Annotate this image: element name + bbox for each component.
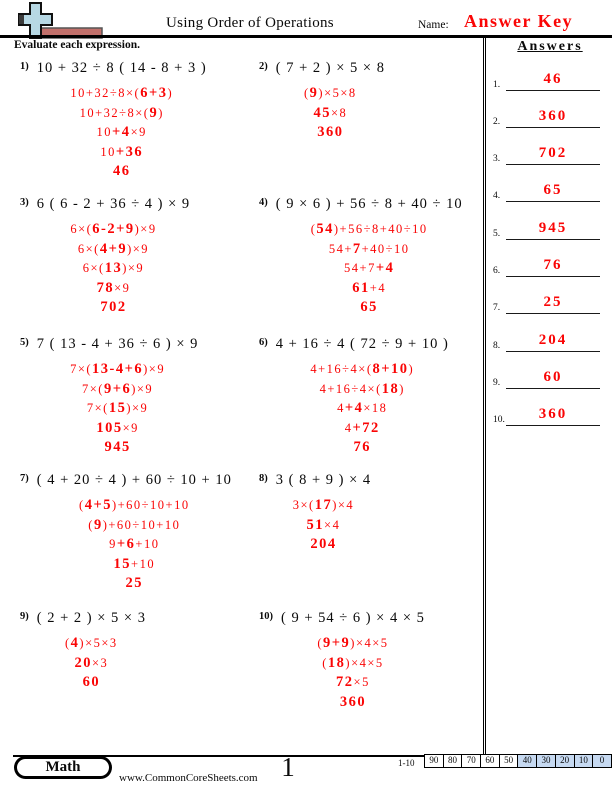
answer-entry-10 xyxy=(490,389,608,426)
solution-step xyxy=(281,693,425,713)
step-bold-part: 4+9 xyxy=(99,240,128,257)
step-part: ) xyxy=(167,86,174,100)
step-part: ×5 xyxy=(353,675,370,689)
name-label: Name: xyxy=(418,19,449,31)
answer-value: 204 xyxy=(538,331,568,348)
problem-number: 3) xyxy=(20,197,29,208)
answer-number: 9. xyxy=(493,377,501,388)
answers-divider-double-line xyxy=(483,37,486,755)
answer-number: 2. xyxy=(493,116,501,127)
problem-body xyxy=(276,60,385,143)
solution-step xyxy=(37,380,199,400)
answer-value: 46 xyxy=(543,70,563,87)
score-box-30: 30 xyxy=(536,754,556,768)
step-bold-part: 72 xyxy=(336,674,354,690)
problem-number: 1) xyxy=(20,61,29,72)
solution-step xyxy=(37,555,232,575)
answer-value: 25 xyxy=(543,294,563,311)
step-bold-part: 51 xyxy=(306,516,325,533)
step-part: ×9 xyxy=(114,280,131,295)
answer-value: 360 xyxy=(538,406,568,423)
step-part: 4 xyxy=(337,401,345,415)
problem-1 xyxy=(14,60,207,182)
solution-step xyxy=(37,220,190,240)
solution-step xyxy=(37,634,146,654)
problem-number: 2) xyxy=(259,61,268,72)
step-bold-part: 6-2+9 xyxy=(92,221,135,237)
step-part: 7×( xyxy=(86,401,109,415)
answer-value: 360 xyxy=(538,107,568,124)
problem-head xyxy=(259,610,425,712)
problem-number: 9) xyxy=(20,611,29,622)
step-part: )+56÷8+40÷10 xyxy=(333,222,428,236)
solution-step xyxy=(281,634,425,654)
step-bold-part: 76 xyxy=(353,439,372,455)
solution-step xyxy=(276,438,449,458)
step-bold-part: 4 xyxy=(70,635,80,651)
problem-3 xyxy=(14,196,190,318)
step-bold-part: 20 xyxy=(74,654,92,671)
problem-head xyxy=(20,336,198,458)
problem-number: 6) xyxy=(259,337,268,348)
solution-step xyxy=(276,419,449,439)
solution-step xyxy=(37,399,199,419)
solution-step xyxy=(37,162,207,182)
step-bold-part: 105 xyxy=(96,419,123,436)
step-bold-part: 18 xyxy=(381,380,400,397)
step-bold-part: 360 xyxy=(317,124,344,140)
step-part: 10 xyxy=(100,144,116,159)
problem-body xyxy=(37,196,190,318)
problem-head xyxy=(20,472,232,594)
problem-number: 4) xyxy=(259,197,268,208)
score-box-70: 70 xyxy=(461,754,481,768)
problem-2 xyxy=(253,60,385,143)
solution-step xyxy=(37,535,232,555)
problem-head xyxy=(20,60,207,182)
problem-head xyxy=(259,472,371,555)
step-bold-part: 9 xyxy=(93,516,103,533)
step-bold-part: 45 xyxy=(313,104,331,121)
problem-10 xyxy=(253,610,425,712)
answer-entry-1 xyxy=(490,54,608,91)
step-part: )×4 xyxy=(332,498,355,512)
problem-9 xyxy=(14,610,146,693)
step-part: 7×( xyxy=(70,362,93,376)
step-bold-part: 25 xyxy=(125,575,144,591)
answer-number: 7. xyxy=(493,303,501,314)
step-bold-part: 7 xyxy=(352,240,362,257)
step-bold-part: 61 xyxy=(352,279,370,296)
problem-4 xyxy=(253,196,463,318)
solution-step xyxy=(276,496,371,516)
step-bold-part: 8+10 xyxy=(372,361,409,377)
problem-expression: 3 ( 8 + 9 ) × 4 xyxy=(275,472,372,488)
header-divider-line xyxy=(0,35,612,38)
step-part: )×5×8 xyxy=(318,86,357,100)
step-part: )×9 xyxy=(131,381,154,396)
problem-head xyxy=(259,336,449,458)
step-part: 4+16÷4×( xyxy=(310,362,373,376)
solution-step xyxy=(37,654,146,674)
problem-head xyxy=(259,60,385,143)
answer-entry-5 xyxy=(490,203,608,240)
answer-number: 4. xyxy=(493,191,501,202)
answer-number: 10. xyxy=(493,415,505,426)
answer-number: 1. xyxy=(493,79,501,90)
step-part: 7×( xyxy=(81,381,104,396)
step-part: ( xyxy=(317,636,324,650)
step-part: ( xyxy=(65,636,71,650)
step-bold-part: +4 xyxy=(344,400,364,416)
step-bold-part: 945 xyxy=(104,439,131,455)
problem-6 xyxy=(253,336,449,458)
solution-step xyxy=(276,279,463,299)
problem-body xyxy=(276,472,371,555)
solution-step xyxy=(37,143,207,163)
step-bold-part: 60 xyxy=(82,674,101,690)
solution-step xyxy=(37,496,232,516)
solution-step xyxy=(276,535,371,555)
score-box-50: 50 xyxy=(499,754,519,768)
answer-value: 60 xyxy=(543,368,563,385)
step-part: )×9 xyxy=(126,401,149,415)
score-boxes xyxy=(424,754,612,768)
step-part: 10+32÷8×( xyxy=(70,86,141,100)
score-box-0: 0 xyxy=(592,754,612,768)
step-part: ( xyxy=(310,222,317,236)
solution-step xyxy=(276,84,385,104)
score-box-10: 10 xyxy=(574,754,594,768)
solution-step xyxy=(37,298,190,318)
step-part: +10 xyxy=(135,537,160,551)
step-part: 54+7 xyxy=(344,261,376,275)
step-part: 3×( xyxy=(292,498,315,512)
step-part: ( xyxy=(88,517,94,532)
step-bold-part: +4 xyxy=(112,124,131,140)
step-part: 6×( xyxy=(77,241,100,256)
step-part: 4 xyxy=(344,420,353,435)
problem-expression: ( 2 + 2 ) × 5 × 3 xyxy=(36,610,146,626)
answer-entry-8 xyxy=(490,315,608,352)
step-part: )×9 xyxy=(122,261,145,275)
step-part: ) xyxy=(158,105,164,120)
problem-expression: 6 ( 6 - 2 + 36 ÷ 4 ) × 9 xyxy=(36,196,191,212)
problem-head xyxy=(20,196,190,318)
answer-entry-2 xyxy=(490,91,608,128)
solution-step xyxy=(37,123,207,143)
step-bold-part: 65 xyxy=(360,299,378,315)
answer-number: 8. xyxy=(493,340,501,351)
solution-step xyxy=(281,654,425,674)
step-part: 6×( xyxy=(70,222,93,236)
answer-entry-6 xyxy=(490,240,608,277)
answer-entry-9 xyxy=(490,352,608,389)
solution-step xyxy=(37,516,232,536)
problem-body xyxy=(281,610,425,712)
step-bold-part: 9 xyxy=(309,85,319,101)
score-box-20: 20 xyxy=(555,754,575,768)
step-bold-part: 6+3 xyxy=(140,85,168,101)
step-part: )×9 xyxy=(127,241,150,256)
step-bold-part: 9+6 xyxy=(103,380,132,397)
step-bold-part: +72 xyxy=(352,419,380,436)
score-box-80: 80 xyxy=(443,754,463,768)
problem-7 xyxy=(14,472,232,594)
step-bold-part: 18 xyxy=(327,654,346,671)
step-bold-part: 9+9 xyxy=(323,635,351,651)
solution-step xyxy=(276,380,449,400)
score-box-60: 60 xyxy=(480,754,500,768)
score-box-40: 40 xyxy=(517,754,537,768)
solution-step xyxy=(276,220,463,240)
step-bold-part: +6 xyxy=(116,536,136,552)
answer-number: 3. xyxy=(493,154,501,165)
step-part: )×4×5 xyxy=(345,655,384,670)
step-part: +40÷10 xyxy=(361,241,410,256)
instruction-text: Evaluate each expression. xyxy=(14,39,140,51)
solution-step xyxy=(276,123,385,143)
score-box-90: 90 xyxy=(424,754,444,768)
problem-number: 7) xyxy=(20,473,29,484)
problem-body xyxy=(37,336,199,458)
step-part: )×4×5 xyxy=(350,636,389,650)
problem-body xyxy=(276,196,463,318)
score-scale-label: 1-10 xyxy=(398,758,415,768)
solution-step xyxy=(37,240,190,260)
answer-entry-3 xyxy=(490,128,608,165)
answer-value: 702 xyxy=(538,145,568,162)
answer-value: 65 xyxy=(543,182,563,199)
subject-badge xyxy=(14,756,112,779)
step-bold-part: 46 xyxy=(112,163,131,179)
problem-number: 10) xyxy=(259,611,273,622)
step-bold-part: 54 xyxy=(316,221,334,237)
step-part: )×9 xyxy=(143,362,166,376)
solution-step xyxy=(37,419,199,439)
problem-expression: ( 7 + 2 ) × 5 × 8 xyxy=(275,60,385,76)
answer-value: 945 xyxy=(538,219,568,236)
step-part: ( xyxy=(322,655,328,670)
step-part: 4+16÷4×( xyxy=(319,381,382,396)
solution-step xyxy=(276,360,449,380)
solution-step xyxy=(37,104,207,124)
problem-body xyxy=(37,60,207,182)
problem-expression: ( 9 + 54 ÷ 6 ) × 4 × 5 xyxy=(281,610,425,626)
step-part: 9 xyxy=(109,537,117,551)
step-bold-part: 15 xyxy=(113,555,132,572)
problem-5 xyxy=(14,336,198,458)
solution-step xyxy=(37,438,199,458)
step-part: )×5×3 xyxy=(79,636,118,650)
solution-step xyxy=(281,673,425,693)
problem-expression: 7 ( 13 - 4 + 36 ÷ 6 ) × 9 xyxy=(36,336,199,352)
page-title: Using Order of Operations xyxy=(166,15,334,31)
answer-value: 76 xyxy=(543,257,563,273)
subject-badge-label: Math xyxy=(17,759,109,776)
step-bold-part: 4+5 xyxy=(84,497,112,513)
step-bold-part: 702 xyxy=(100,299,127,315)
problem-expression: 4 + 16 ÷ 4 ( 72 ÷ 9 + 10 ) xyxy=(275,336,449,352)
step-part: 6×( xyxy=(82,261,105,275)
answer-entry-4 xyxy=(490,165,608,202)
step-bold-part: 13 xyxy=(104,260,123,276)
step-part: 10 xyxy=(96,125,113,139)
step-part: ) xyxy=(408,362,415,376)
step-part: ×4 xyxy=(324,517,341,532)
step-part: ( xyxy=(79,498,85,512)
step-bold-part: 15 xyxy=(108,400,127,416)
problem-head xyxy=(259,196,463,318)
step-part: )+60÷10+10 xyxy=(111,498,190,512)
solution-step xyxy=(276,104,385,124)
step-part: 54+ xyxy=(328,241,353,256)
step-part: )+60÷10+10 xyxy=(102,517,181,532)
website-url: www.CommonCoreSheets.com xyxy=(119,772,258,784)
solution-step xyxy=(37,574,232,594)
step-bold-part: 9 xyxy=(149,104,159,121)
step-part: 10+32÷8×( xyxy=(79,105,150,120)
problem-number: 5) xyxy=(20,337,29,348)
answer-entry-7 xyxy=(490,277,608,314)
step-part: ×3 xyxy=(91,655,109,670)
solution-step xyxy=(37,259,190,279)
step-bold-part: +36 xyxy=(115,143,144,160)
solution-step xyxy=(276,399,449,419)
step-bold-part: 78 xyxy=(96,279,115,296)
step-part: ×9 xyxy=(122,420,139,435)
answer-key-text: Answer Key xyxy=(464,11,574,31)
problem-expression: 10 + 32 ÷ 8 ( 14 - 8 + 3 ) xyxy=(36,60,207,76)
step-part: )×9 xyxy=(134,222,157,236)
problem-body xyxy=(37,610,146,693)
problem-expression: ( 9 × 6 ) + 56 ÷ 8 + 40 ÷ 10 xyxy=(275,196,463,212)
solution-step xyxy=(37,360,199,380)
solution-step xyxy=(37,84,207,104)
problem-number: 8) xyxy=(259,473,268,484)
problem-expression: ( 4 + 20 ÷ 4 ) + 60 ÷ 10 + 10 xyxy=(36,472,232,488)
solution-step xyxy=(276,240,463,260)
solution-step xyxy=(37,673,146,693)
answer-number: 6. xyxy=(493,266,501,276)
step-part: ) xyxy=(399,381,405,396)
answers-title: Answers xyxy=(517,39,583,54)
answer-number: 5. xyxy=(493,228,501,239)
page-number: 1 xyxy=(281,752,295,782)
step-part: ×18 xyxy=(363,401,388,415)
step-part: ( xyxy=(304,86,310,100)
step-bold-part: 204 xyxy=(310,536,337,552)
step-bold-part: +4 xyxy=(375,260,395,276)
step-part: +10 xyxy=(131,556,156,571)
solution-step xyxy=(276,259,463,279)
step-part: +4 xyxy=(369,280,387,295)
step-part: ×8 xyxy=(330,105,348,120)
step-part: ×9 xyxy=(130,125,147,139)
solution-step xyxy=(276,516,371,536)
step-bold-part: 17 xyxy=(314,497,333,513)
solution-step xyxy=(37,279,190,299)
problem-body xyxy=(276,336,449,458)
problem-body xyxy=(37,472,232,594)
problem-8 xyxy=(253,472,371,555)
answer-blank-line xyxy=(506,425,600,426)
step-bold-part: 360 xyxy=(339,693,367,710)
solution-step xyxy=(276,298,463,318)
step-bold-part: 13-4+6 xyxy=(92,361,144,377)
problem-head xyxy=(20,610,146,693)
